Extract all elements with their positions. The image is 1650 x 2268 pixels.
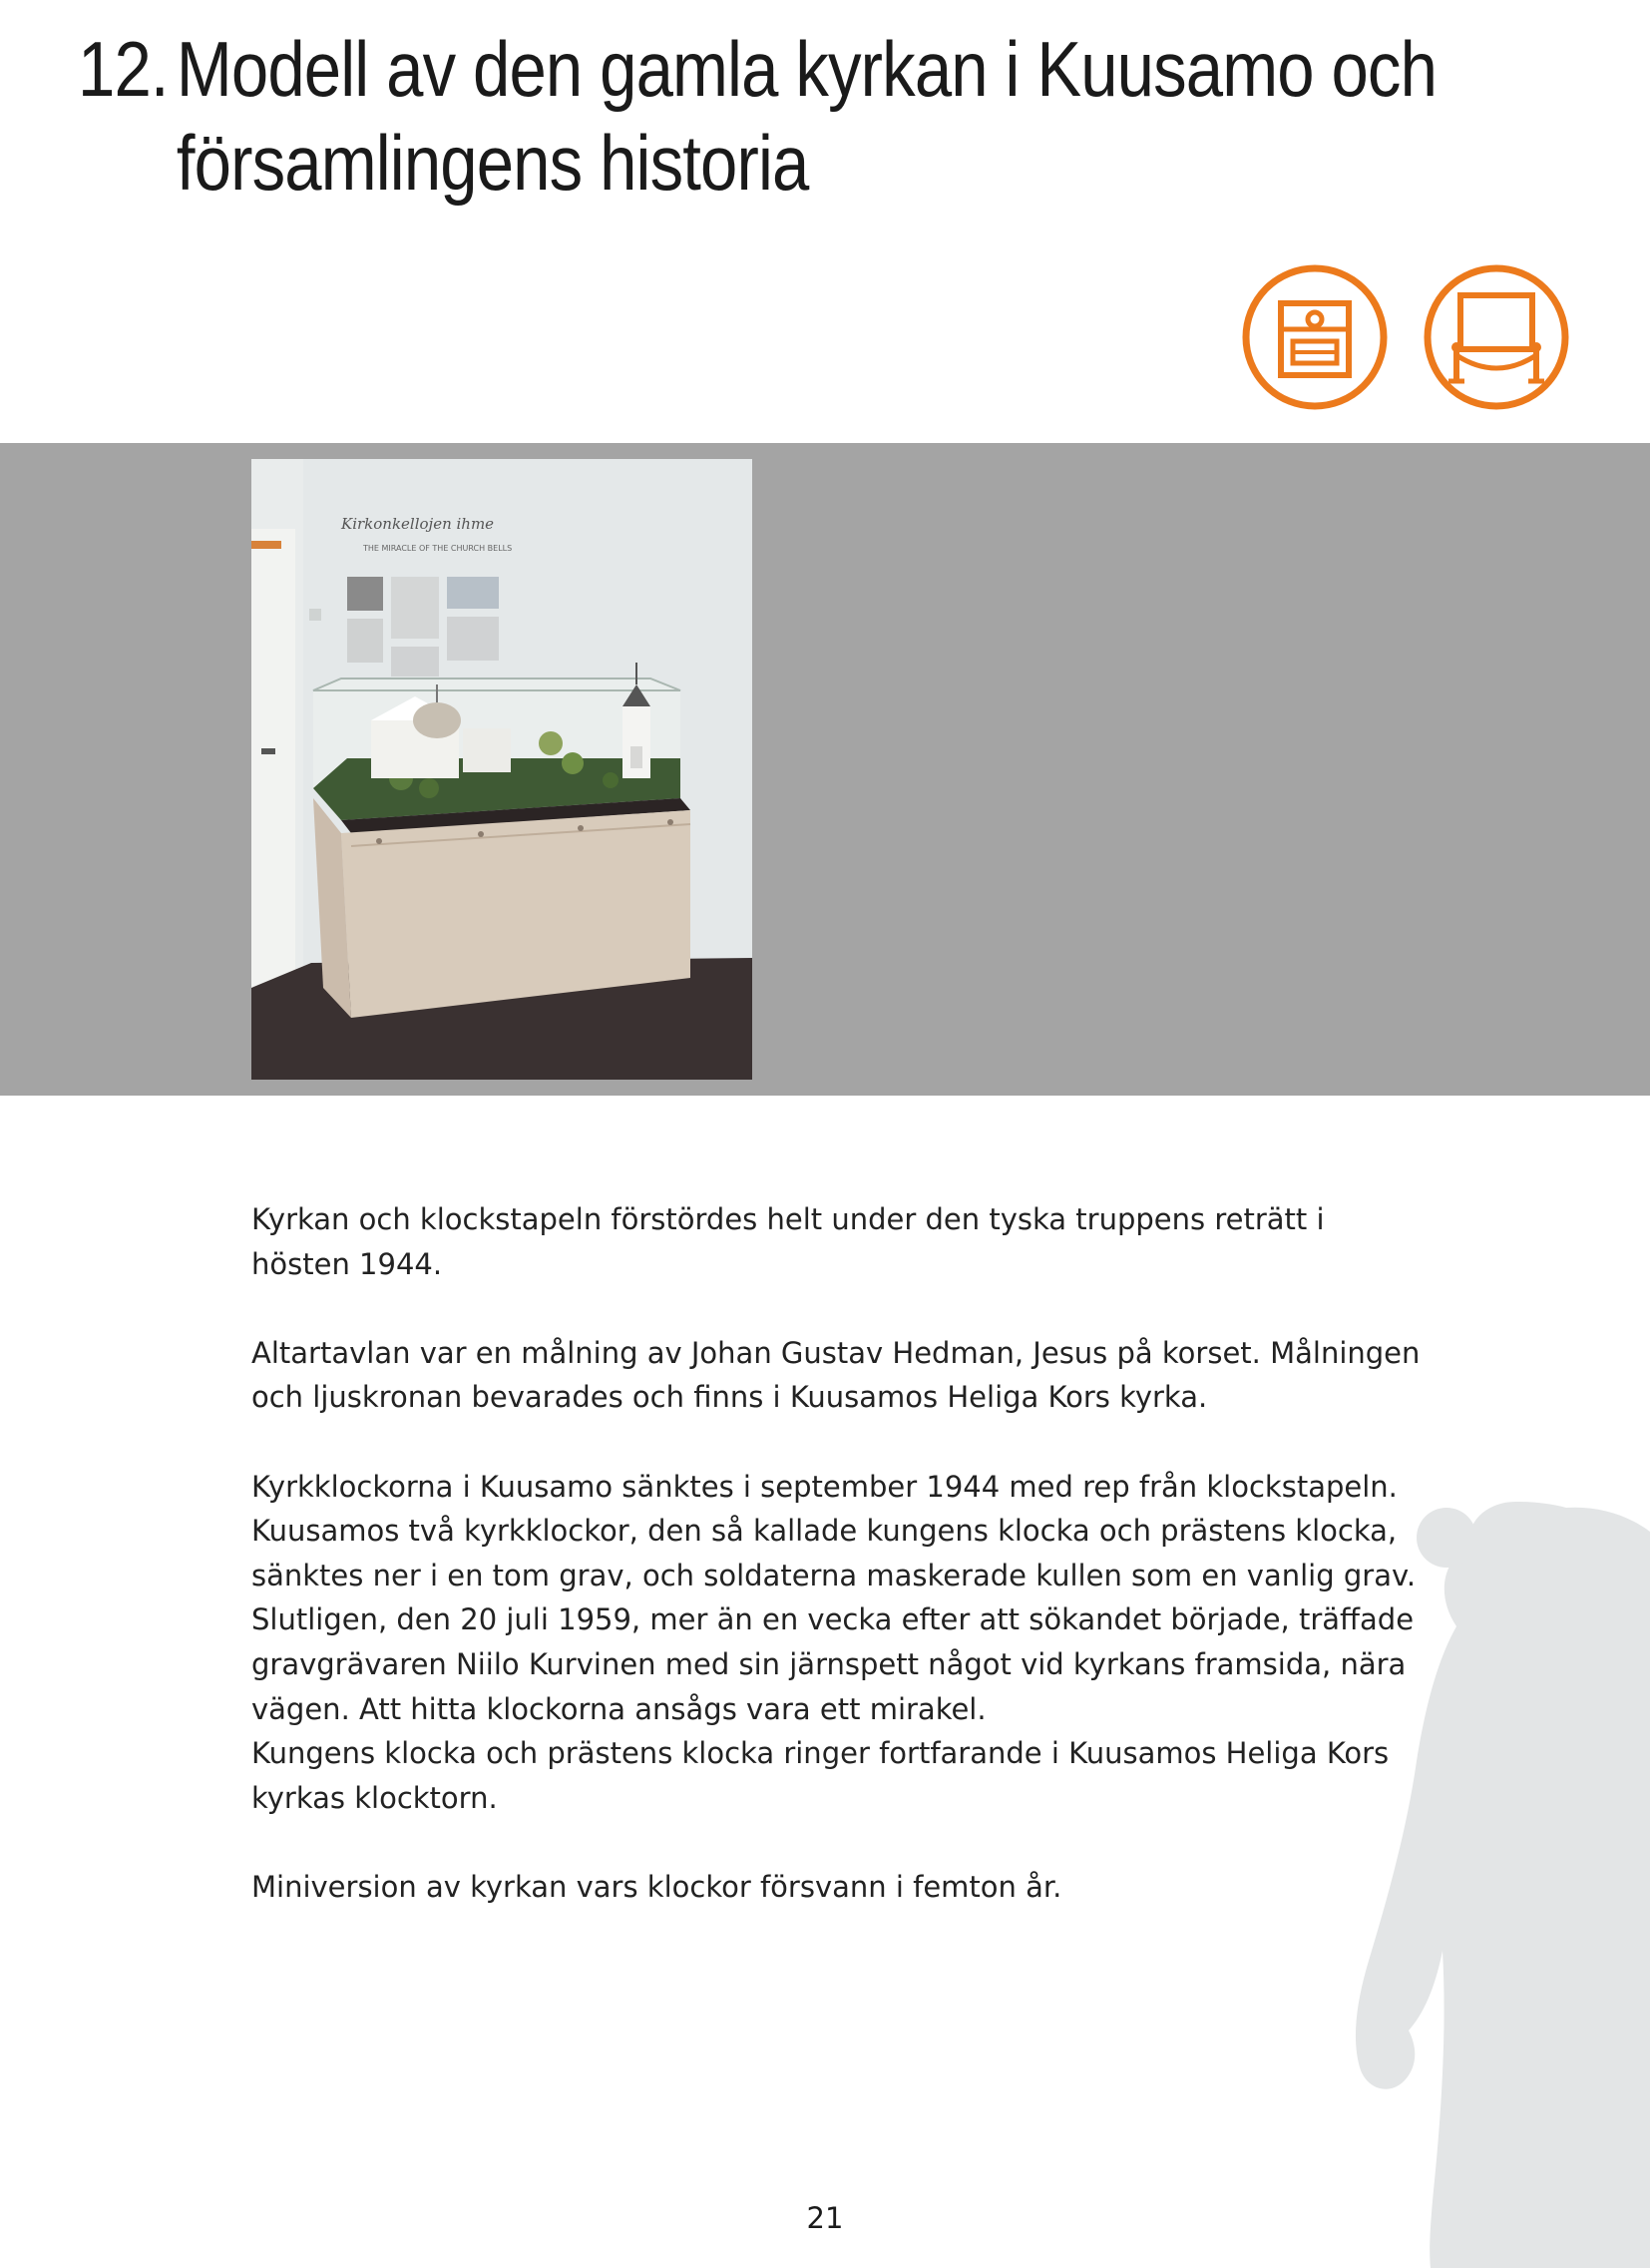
bear-watermark-icon: [1347, 1502, 1650, 2268]
title-line-1: Modell av den gamla kyrkan i Kuusamo och: [176, 25, 1438, 113]
section-number: 12.: [78, 25, 169, 113]
wall-poster-title: Kirkonkellojen ihme: [341, 515, 495, 533]
display-case-rope-icon: [1423, 263, 1570, 411]
paragraph-destruction: Kyrkan och klockstapeln förstördes helt under den tyska truppens reträtt i hösten 1944.: [251, 1202, 1325, 1281]
paragraph-bells-found: Slutligen, den 20 juli 1959, mer än en vecka efter att sökandet började, träffade gravgrävaren Niilo Kurvinen med sin järnspett något vid kyrkans framsida, nära vägen. Att hitta klockorna ansågs vara ett mirakel.: [251, 1602, 1415, 1726]
wall-poster-subtitle: THE MIRACLE OF THE CHURCH BELLS: [363, 544, 513, 553]
image-band: [0, 443, 1650, 1096]
paragraph-altarpiece: Altartavlan var en målning av Johan Gustav Hedman, Jesus på korset. Målningen och ljuskronan bevarades och finns i Kuusamos Heliga Kors kyrka.: [251, 1335, 1421, 1415]
body-text: [251, 1197, 1429, 1954]
paragraph-miniversion: Miniversion av kyrkan vars klockor försvann i femton år.: [251, 1869, 1062, 1904]
paragraph-bells-hidden: Kuusamos två kyrkklockor, den så kallade kungens klocka och prästens klocka, sänktes ner i en tom grav, och soldaterna maskerade kullen som en vanlig grav.: [251, 1514, 1417, 1592]
paragraph-bells-ringing: Kungens klocka och prästens klocka ringer fortfarande i Kuusamos Heliga Kors kyrkas klocktorn.: [251, 1736, 1390, 1815]
page-number: 21: [806, 2201, 844, 2235]
exhibit-panel-icon: [1241, 263, 1389, 411]
church-model-photo: [251, 459, 752, 1080]
title-line-2: församlingens historia: [176, 119, 809, 207]
paragraph-bells-lowered: Kyrkklockorna i Kuusamo sänktes i september 1944 med rep från klockstapeln.: [251, 1469, 1398, 1504]
